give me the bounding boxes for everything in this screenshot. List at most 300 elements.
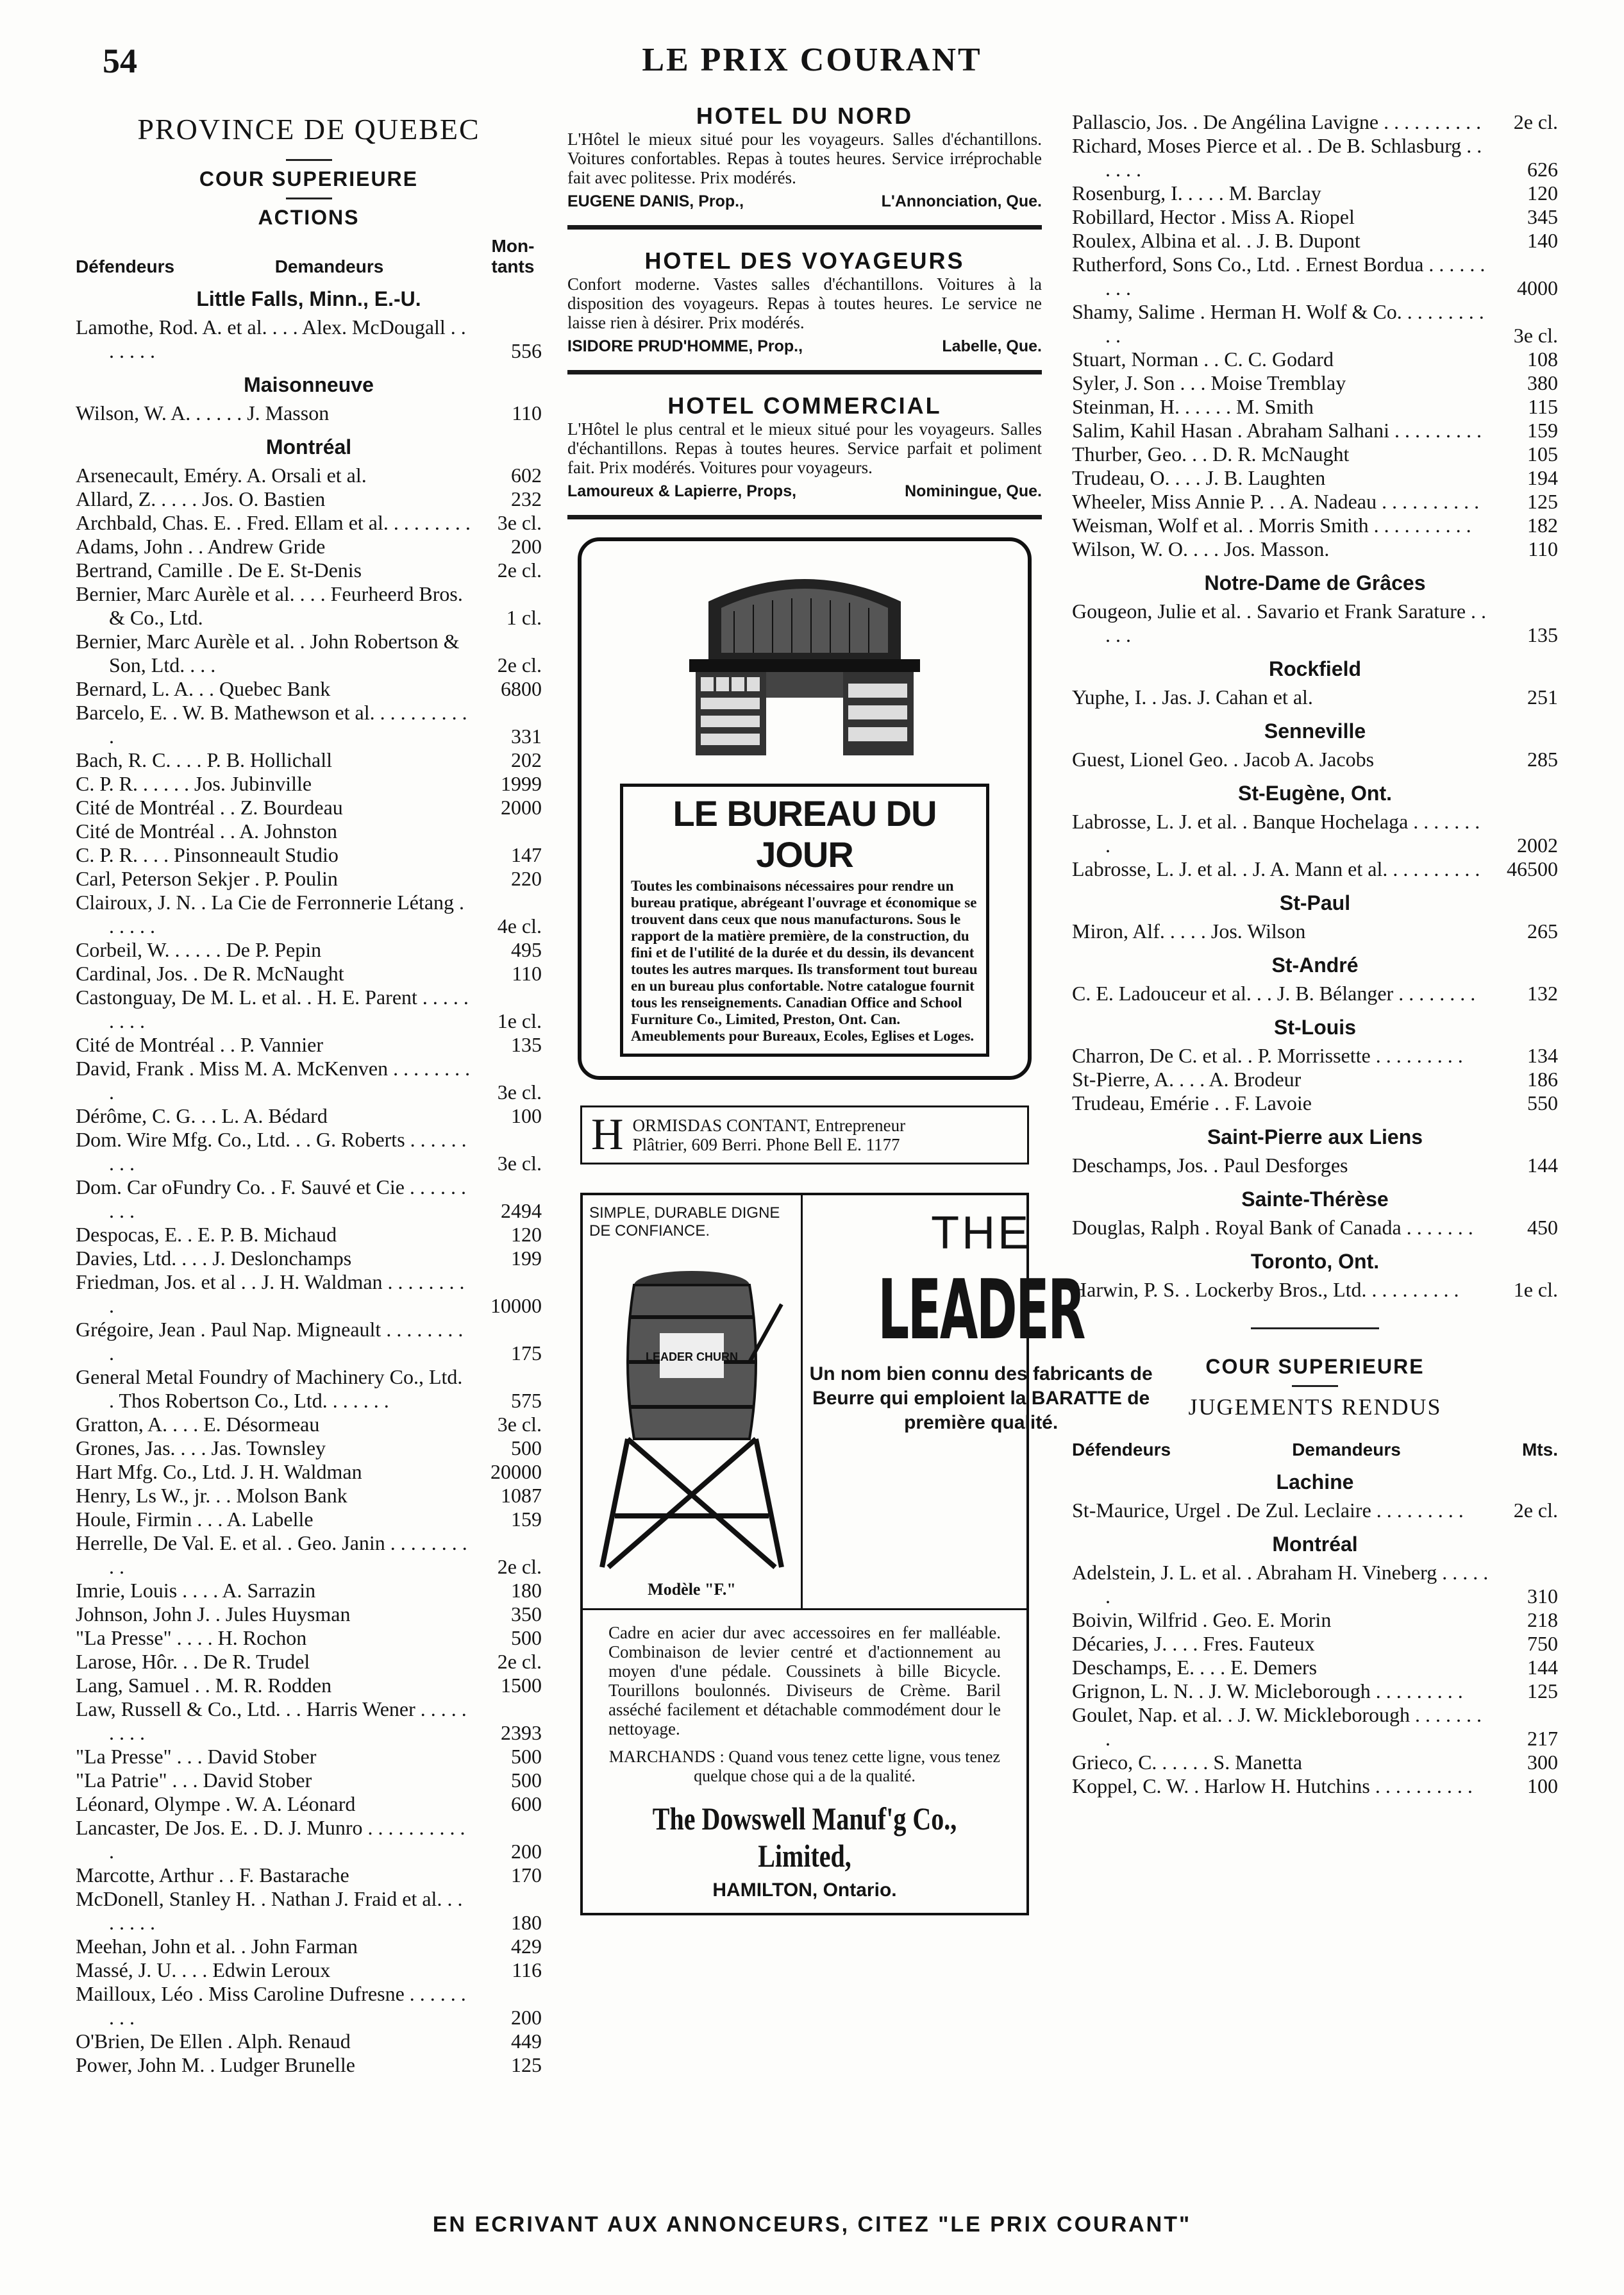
section-title: Senneville (1264, 719, 1366, 743)
hotel-footer (567, 337, 1042, 356)
entry-parties: St-Maurice, Urgel . De Zul. Leclaire . . . . . . . . . (1072, 1499, 1464, 1522)
entry-amount: 2e cl. (497, 1555, 542, 1578)
entry-amount: 331 (511, 725, 542, 748)
leader-company: The Dowswell Manuf'g Co., Limited, (652, 1801, 957, 1874)
section-title: Toronto, Ont. (1250, 1250, 1380, 1273)
entry-amount: 3e cl. (497, 1413, 542, 1436)
entry-parties: Dérôme, C. G. . . L. A. Bédard (76, 1104, 328, 1127)
list-item (76, 464, 542, 487)
list-item (76, 986, 542, 1033)
entry-amount: 450 (1527, 1216, 1558, 1239)
list-item (1072, 1751, 1558, 1774)
entry-amount: 159 (1527, 419, 1558, 442)
entry-parties: "La Presse" . . . . H. Rochon (76, 1626, 307, 1649)
list-item (76, 401, 542, 425)
divider (286, 198, 332, 199)
list-item (76, 1128, 542, 1175)
entry-parties: Cité de Montréal . . P. Vannier (76, 1033, 324, 1056)
entry-amount: 1999 (501, 772, 542, 795)
entry-parties: Bach, R. C. . . . P. B. Hollichall (76, 748, 332, 771)
entry-parties: Gougeon, Julie et al. . Savario et Frank Sarature . . . . . (1072, 600, 1487, 646)
list-item (76, 1935, 542, 1958)
section-title: St-Eugène, Ont. (1238, 782, 1392, 805)
entry-parties: Cité de Montréal . . Z. Bourdeau (76, 796, 343, 819)
entry-amount: 132 (1527, 982, 1558, 1005)
jugements-subtitle: JUGEMENTS RENDUS (1188, 1394, 1442, 1420)
entry-amount: 180 (511, 1911, 542, 1934)
entry-parties: Harwin, P. S. . Lockerby Bros., Ltd. . . . . . . . . . (1072, 1278, 1459, 1301)
list-item (1072, 810, 1558, 857)
section-title: Lachine (1276, 1470, 1354, 1493)
left-sections (76, 286, 542, 2077)
defendeurs-header-2: Défendeurs (1072, 1440, 1171, 1459)
entry-parties: Larose, Hôr. . . De R. Trudel (76, 1650, 310, 1673)
entry-amount: 116 (512, 1958, 542, 1981)
entry-amount: 220 (511, 867, 542, 890)
entry-parties: Yuphe, I. . Jas. J. Cahan et al. (1072, 685, 1313, 709)
hotel-place: Labelle, Que. (942, 337, 1042, 355)
entry-parties: Robillard, Hector . Miss A. Riopel (1072, 205, 1355, 228)
entry-parties: Labrosse, L. J. et al. . J. A. Mann et al. . . . . . . . . . (1072, 857, 1480, 880)
entry-amount: 2e cl. (1513, 110, 1558, 133)
entry-amount: 125 (1527, 1679, 1558, 1702)
entry-parties: Mailloux, Léo . Miss Caroline Dufresne . . . . . . . . . (76, 1982, 466, 2029)
list-item (76, 1816, 542, 1863)
contant-line-1: ORMISDAS CONTANT, Entrepreneur (632, 1116, 906, 1135)
entry-amount: 500 (511, 1769, 542, 1792)
list-item (76, 535, 542, 559)
list-item (1072, 1679, 1558, 1703)
entry-parties: Arsenecault, Eméry. A. Orsali et al. (76, 464, 367, 487)
list-item (1072, 1278, 1558, 1302)
entry-amount: 310 (1527, 1585, 1558, 1608)
entry-parties: Grignon, L. N. . J. W. Micleborough . . . . . . . . . (1072, 1679, 1463, 1702)
leader-slogan: Un nom bien connu des fabricants de Beurre qui emploient la BARATTE de première qualité. (809, 1363, 1153, 1433)
entry-amount: 3e cl. (497, 1080, 542, 1104)
defendeurs-header: Défendeurs (76, 256, 175, 276)
entry-parties: Boivin, Wilfrid . Geo. E. Morin (1072, 1608, 1332, 1631)
hotel-place: Nominingue, Que. (905, 482, 1042, 500)
list-item (76, 511, 542, 535)
entry-parties: Bernier, Marc Aurèle et al. . . . Feurheerd Bros. & Co., Ltd. (76, 582, 463, 629)
entry-amount: 202 (511, 748, 542, 771)
entry-amount: 600 (511, 1792, 542, 1815)
entry-amount: 750 (1527, 1632, 1558, 1655)
entry-amount: 217 (1527, 1727, 1558, 1750)
list-item (76, 677, 542, 701)
hotel-description: L'Hôtel le mieux situé pour les voyageurs. Salles d'échantillons. Voitures confortables. Repas à toutes heures. Service irréprochable fait avec politesse. Prix modérés. (567, 130, 1042, 187)
list-item (76, 1792, 542, 1816)
entry-amount: 3e cl. (1513, 324, 1558, 347)
contant-initial: H (591, 1110, 624, 1159)
entry-parties: Guest, Lionel Geo. . Jacob A. Jacobs (1072, 748, 1375, 771)
entry-amount: 10000 (490, 1294, 542, 1317)
entry-parties: Weisman, Wolf et al. . Morris Smith . . . . . . . . . . (1072, 514, 1471, 537)
entry-parties: Thurber, Geo. . . D. R. McNaught (1072, 442, 1350, 466)
entry-parties: Labrosse, L. J. et al. . Banque Hochelaga . . . . . . . . (1072, 810, 1480, 857)
entry-parties: Décaries, J. . . . Fres. Fauteux (1072, 1632, 1315, 1655)
hotel-description: L'Hôtel le plus central et le mieux situé pour les voyageurs. Salles d'échantillons. Repas à toutes heures. Service parfait et poliment fait. Prix modérés. Voitures pour voyageurs. (567, 419, 1042, 477)
divider (1292, 1385, 1338, 1387)
entry-parties: Adelstein, J. L. et al. . Abraham H. Vineberg . . . . . . (1072, 1561, 1489, 1608)
list-item (76, 1460, 542, 1484)
section-title: Saint-Pierre aux Liens (1207, 1125, 1423, 1148)
hotel-footer (567, 192, 1042, 211)
list-item (76, 1958, 542, 1982)
entry-parties: Davies, Ltd. . . . J. Deslonchamps (76, 1247, 352, 1270)
entry-parties: C. P. R. . . . Pinsonneault Studio (76, 843, 339, 866)
entry-parties: Meehan, John et al. . John Farman (76, 1935, 358, 1958)
entry-parties: C. P. R. . . . . . Jos. Jubinville (76, 772, 312, 795)
column-headers-2 (1072, 1440, 1558, 1460)
entry-amount: 147 (511, 843, 542, 866)
entry-parties: Bertrand, Camille . De E. St-Denis (76, 559, 362, 582)
entry-parties: Trudeau, Emérie . . F. Lavoie (1072, 1091, 1312, 1114)
entry-parties: Koppel, C. W. . Harlow H. Hutchins . . . . . . . . . . (1072, 1774, 1473, 1797)
list-item (76, 772, 542, 796)
entry-parties: Salim, Kahil Hasan . Abraham Salhani . . . . . . . . . (1072, 419, 1482, 442)
section-title: Montréal (265, 435, 352, 458)
list-item (76, 820, 542, 843)
hotel-ad (567, 392, 1042, 501)
entry-amount: 380 (1527, 371, 1558, 394)
leader-tagline: SIMPLE, DURABLE DIGNE DE CONFIANCE. (589, 1204, 780, 1240)
list-item (1072, 1656, 1558, 1679)
list-item (76, 1674, 542, 1697)
entry-parties: Carl, Peterson Sekjer . P. Poulin (76, 867, 338, 890)
entry-parties: Lancaster, De Jos. E. . D. J. Munro . . . . . . . . . . . (76, 1816, 465, 1863)
section-title: Little Falls, Minn., E.-U. (196, 287, 421, 310)
list-item (76, 701, 542, 748)
entry-amount: 110 (512, 962, 542, 985)
contant-line-2: Plâtrier, 609 Berri. Phone Bell E. 1177 (632, 1135, 900, 1154)
entry-amount: 6800 (501, 677, 542, 700)
entry-amount: 602 (511, 464, 542, 487)
entry-parties: Dom. Wire Mfg. Co., Ltd. . . G. Roberts . . . . . . . . . (76, 1128, 467, 1175)
entry-parties: Stuart, Norman . . C. C. Godard (1072, 348, 1334, 371)
entry-amount: 134 (1527, 1044, 1558, 1067)
leader-city: HAMILTON, Ontario. (712, 1879, 897, 1901)
list-item (76, 1365, 542, 1413)
bureau-advertisement (578, 537, 1032, 1080)
entry-parties: David, Frank . Miss M. A. McKenven . . . . . . . . . (76, 1057, 471, 1104)
divider (567, 225, 1042, 230)
entry-amount: 232 (511, 487, 542, 510)
entry-parties: Rutherford, Sons Co., Ltd. . Ernest Bordua . . . . . . . . . (1072, 253, 1486, 299)
leader-wordmark: LEADER (878, 1263, 1085, 1358)
list-item (76, 559, 542, 582)
entry-parties: Henry, Ls W., jr. . . Molson Bank (76, 1484, 347, 1507)
butter-churn-illustration (589, 1247, 794, 1580)
list-item (1072, 685, 1558, 709)
entry-amount: 2e cl. (497, 1650, 542, 1673)
entry-parties: Bernard, L. A. . . Quebec Bank (76, 677, 331, 700)
list-item (1072, 537, 1558, 561)
entry-parties: Imrie, Louis . . . . A. Sarrazin (76, 1579, 316, 1602)
page-number: 54 (103, 42, 137, 80)
entry-parties: Bernier, Marc Aurèle et al. . John Robertson & Son, Ltd. . . . (76, 630, 460, 677)
entry-amount: 429 (511, 1935, 542, 1958)
entry-amount: 170 (511, 1863, 542, 1887)
entry-amount: 2e cl. (1513, 1499, 1558, 1522)
entry-amount: 1087 (501, 1484, 542, 1507)
entry-amount: 1500 (501, 1674, 542, 1697)
entry-amount: 110 (1528, 537, 1558, 560)
list-item (76, 938, 542, 962)
section-title: Notre-Dame de Grâces (1204, 571, 1426, 594)
entry-amount: 120 (1527, 181, 1558, 205)
montants-header-2: Mts. (1521, 1440, 1558, 1459)
list-item (76, 1247, 542, 1270)
entry-amount: 550 (1527, 1091, 1558, 1114)
hotel-ad (567, 248, 1042, 356)
entry-parties: Massé, J. U. . . . Edwin Leroux (76, 1958, 331, 1981)
list-item (1072, 1632, 1558, 1656)
list-item (1072, 920, 1558, 943)
entry-amount: 2000 (501, 796, 542, 819)
hotel-proprietor: EUGENE DANIS, Prop., (567, 192, 744, 210)
list-item (76, 630, 542, 677)
list-item (1072, 348, 1558, 371)
entry-parties: Cité de Montréal . . A. Johnston (76, 820, 337, 843)
list-item (76, 487, 542, 511)
list-item (1072, 181, 1558, 205)
entry-amount: 500 (511, 1436, 542, 1459)
section-title: Montréal (1272, 1533, 1358, 1556)
entry-amount: 135 (1527, 623, 1558, 646)
entry-parties: Roulex, Albina et al. . J. B. Dupont (1072, 229, 1360, 252)
hotel-name: HOTEL DES VOYAGEURS (644, 248, 965, 274)
entry-amount: 125 (1527, 490, 1558, 513)
list-item (76, 843, 542, 867)
entry-parties: Allard, Z. . . . . Jos. O. Bastien (76, 487, 326, 510)
list-item (76, 891, 542, 938)
list-item (76, 867, 542, 891)
entry-amount: 200 (511, 2006, 542, 2029)
entry-parties: Grones, Jas. . . . Jas. Townsley (76, 1436, 326, 1459)
entry-amount: 2002 (1517, 834, 1558, 857)
right-continued-entries (1072, 110, 1558, 561)
list-item (1072, 1561, 1558, 1608)
court-title: COUR SUPERIEURE (199, 167, 419, 190)
list-item (76, 1769, 542, 1792)
bureau-title: LE BUREAU DU JOUR (673, 793, 937, 875)
entry-amount: 500 (511, 1745, 542, 1768)
entry-amount: 4000 (1517, 276, 1558, 299)
list-item (1072, 442, 1558, 466)
entry-parties: Barcelo, E. . W. B. Mathewson et al. . . . . . . . . . . (76, 701, 467, 748)
list-item (76, 1531, 542, 1579)
list-item (76, 962, 542, 986)
entry-parties: Dom. Car oFundry Co. . F. Sauvé et Cie . . . . . . . . . (76, 1175, 466, 1222)
list-item (76, 1887, 542, 1935)
section-title: St-André (1271, 954, 1359, 977)
entry-parties: Wilson, W. O. . . . Jos. Masson. (1072, 537, 1330, 560)
entry-amount: 218 (1527, 1608, 1558, 1631)
section-title: St-Louis (1274, 1016, 1356, 1039)
entry-amount: 120 (511, 1223, 542, 1246)
entry-amount: 3e cl. (497, 1152, 542, 1175)
left-column (76, 103, 542, 2077)
entry-parties: Léonard, Olympe . W. A. Léonard (76, 1792, 356, 1815)
list-item (1072, 1216, 1558, 1240)
hotel-ads (567, 103, 1042, 519)
list-item (1072, 600, 1558, 647)
entry-parties: Adams, John . . Andrew Gride (76, 535, 326, 558)
list-item (1072, 300, 1558, 348)
contant-advertisement (580, 1105, 1029, 1164)
list-item (1072, 466, 1558, 490)
list-item (1072, 134, 1558, 181)
entry-parties: General Metal Foundry of Machinery Co., Ltd. . Thos Robertson Co., Ltd. . . . . . . (76, 1365, 463, 1412)
divider (567, 515, 1042, 519)
list-item (76, 1697, 542, 1745)
list-item (76, 1413, 542, 1436)
entry-parties: Clairoux, J. N. . La Cie de Ferronnerie Létang . . . . . . (76, 891, 465, 937)
hotel-proprietor: ISIDORE PRUD'HOMME, Prop., (567, 337, 803, 355)
list-item (76, 1602, 542, 1626)
entry-amount: 186 (1527, 1068, 1558, 1091)
entry-amount: 495 (511, 938, 542, 961)
list-item (1072, 1703, 1558, 1751)
hotel-ad (567, 103, 1042, 211)
list-item (1072, 1091, 1558, 1115)
divider (286, 159, 332, 161)
entry-parties: Syler, J. Son . . . Moise Tremblay (1072, 371, 1346, 394)
section-title: St-Paul (1279, 891, 1351, 914)
entry-amount: 105 (1527, 442, 1558, 466)
entry-parties: O'Brien, De Ellen . Alph. Renaud (76, 2030, 351, 2053)
montants-header: Mon- tants (491, 236, 535, 276)
footer-notice: EN ECRIVANT AUX ANNONCEURS, CITEZ "LE PRIX COURANT" (432, 2212, 1192, 2237)
entry-parties: Herrelle, De Val. E. et al. . Geo. Janin . . . . . . . . . . (76, 1531, 467, 1578)
list-item (76, 1626, 542, 1650)
entry-amount: 556 (511, 339, 542, 362)
page-title: LE PRIX COURANT (642, 42, 982, 78)
entry-amount: 100 (511, 1104, 542, 1127)
list-item (76, 1223, 542, 1247)
entry-parties: Corbeil, W. . . . . . De P. Pepin (76, 938, 322, 961)
divider (1251, 1327, 1379, 1329)
list-item (76, 1579, 542, 1602)
list-item (76, 796, 542, 820)
entry-amount: 300 (1527, 1751, 1558, 1774)
list-item (1072, 205, 1558, 229)
entry-parties: Archbald, Chas. E. . Fred. Ellam et al. . . . . . . . . (76, 511, 471, 534)
list-item (1072, 229, 1558, 253)
list-item (76, 1104, 542, 1128)
court-title-2: COUR SUPERIEURE (1205, 1355, 1425, 1378)
list-item (1072, 982, 1558, 1005)
hotel-place: L'Annonciation, Que. (881, 192, 1042, 210)
entry-amount: 199 (511, 1247, 542, 1270)
hotel-name: HOTEL DU NORD (696, 103, 914, 129)
entry-amount: 115 (1528, 395, 1558, 418)
divider (567, 370, 1042, 374)
entry-parties: Goulet, Nap. et al. . J. W. Mickleborough . . . . . . . . (1072, 1703, 1482, 1750)
list-item (76, 1982, 542, 2030)
list-item (1072, 857, 1558, 881)
demandeurs-header: Demandeurs (274, 256, 384, 276)
actions-subtitle: ACTIONS (258, 206, 360, 229)
entry-amount: 194 (1527, 466, 1558, 489)
right-column (1072, 110, 1558, 1798)
list-item (1072, 1608, 1558, 1632)
entry-amount: 135 (511, 1033, 542, 1056)
section-title: Maisonneuve (244, 373, 374, 396)
entry-parties: "La Presse" . . . David Stober (76, 1745, 317, 1768)
list-item (76, 2030, 542, 2053)
hotel-footer (567, 482, 1042, 501)
list-item (1072, 371, 1558, 395)
entry-amount: 159 (511, 1508, 542, 1531)
entry-parties: Law, Russell & Co., Ltd. . . Harris Wener . . . . . . . . . (76, 1697, 467, 1744)
list-item (76, 1863, 542, 1887)
entry-amount: 575 (511, 1389, 542, 1412)
hotel-description: Confort moderne. Vastes salles d'échantillons. Voitures à la disposition des voyageurs. Repas à toutes heures. Le service ne laisse rien à désirer. Prix modérés. (567, 274, 1042, 332)
entry-parties: Hart Mfg. Co., Ltd. J. H. Waldman (76, 1460, 362, 1483)
list-item (1072, 1499, 1558, 1522)
entry-parties: Power, John M. . Ludger Brunelle (76, 2053, 355, 2076)
entry-amount: 1e cl. (497, 1009, 542, 1032)
list-item (76, 1270, 542, 1318)
entry-amount: 144 (1527, 1154, 1558, 1177)
entry-amount: 200 (511, 1840, 542, 1863)
list-item (1072, 253, 1558, 300)
right-sections-2 (1072, 1469, 1558, 1798)
leader-the: THE (931, 1207, 1032, 1259)
list-item (76, 1508, 542, 1531)
list-item (76, 582, 542, 630)
entry-amount: 2494 (501, 1199, 542, 1222)
leader-description: Cadre en acier dur avec accessoires en fer malléable. Combinaison de levier centré et d'actionnement au moyen d'une pédale. Coussinets à bille Bicycle. Tourillons boulonnés. Diviseurs de Crème. Baril asséché facilement et détachable commodément dour le nettoyage. (608, 1623, 1001, 1738)
list-item (76, 1318, 542, 1365)
section-title: Rockfield (1268, 657, 1362, 680)
entry-amount: 108 (1527, 348, 1558, 371)
hotel-name: HOTEL COMMERCIAL (667, 392, 942, 419)
roll-top-desk-illustration (670, 563, 939, 768)
entry-amount: 1e cl. (1513, 1278, 1558, 1301)
contant-text (633, 1116, 906, 1154)
entry-parties: Miron, Alf. . . . . Jos. Wilson (1072, 920, 1306, 943)
entry-amount: 2e cl. (497, 559, 542, 582)
entry-parties: Steinman, H. . . . . . M. Smith (1072, 395, 1314, 418)
entry-amount: 144 (1527, 1656, 1558, 1679)
bureau-description: Toutes les combinaisons nécessaires pour rendre un bureau pratique, abrégeant l'ouvrage et économique se trouvent dans ceux que nous manufacturons. Sous le rapport de la matière première, de la construction, du fini et de l'utilité de la durée et du dessin, ils devancent toutes les autres marques. Ils transforment tout bureau en un bureau plus confortable. Notre catalogue fournit tous les renseignements. Canadian Office and School Furniture Co., Limited, Preston, Ont. Can. Ameublements pour Bureaux, Ecoles, Eglises et Loges. (631, 878, 978, 1044)
list-item (1072, 490, 1558, 514)
list-item (1072, 1068, 1558, 1091)
entry-parties: Friedman, Jos. et al . . J. H. Waldman . . . . . . . . . (76, 1270, 465, 1317)
entry-parties: Grieco, C. . . . . . S. Manetta (1072, 1751, 1303, 1774)
entry-parties: Houle, Firmin . . . A. Labelle (76, 1508, 314, 1531)
province-title: PROVINCE DE QUEBEC (137, 113, 480, 146)
list-item (76, 1745, 542, 1769)
list-item (76, 748, 542, 772)
list-item (76, 1650, 542, 1674)
list-item (76, 2053, 542, 2077)
entry-amount: 500 (511, 1626, 542, 1649)
entry-amount: 449 (511, 2030, 542, 2053)
list-item (76, 1057, 542, 1104)
list-item (76, 1033, 542, 1057)
entry-amount: 345 (1527, 205, 1558, 228)
leader-marchands: MARCHANDS : Quand vous tenez cette ligne, vous tenez quelque chose qui a de la qualité. (608, 1747, 1001, 1785)
entry-amount: 350 (511, 1602, 542, 1626)
entry-parties: Richard, Moses Pierce et al. . De B. Schlasburg . . . . . . (1072, 134, 1482, 181)
entry-parties: St-Pierre, A. . . . A. Brodeur (1072, 1068, 1302, 1091)
entry-amount: 1 cl. (506, 606, 542, 629)
entry-parties: C. E. Ladouceur et al. . . J. B. Bélanger . . . . . . . . (1072, 982, 1476, 1005)
